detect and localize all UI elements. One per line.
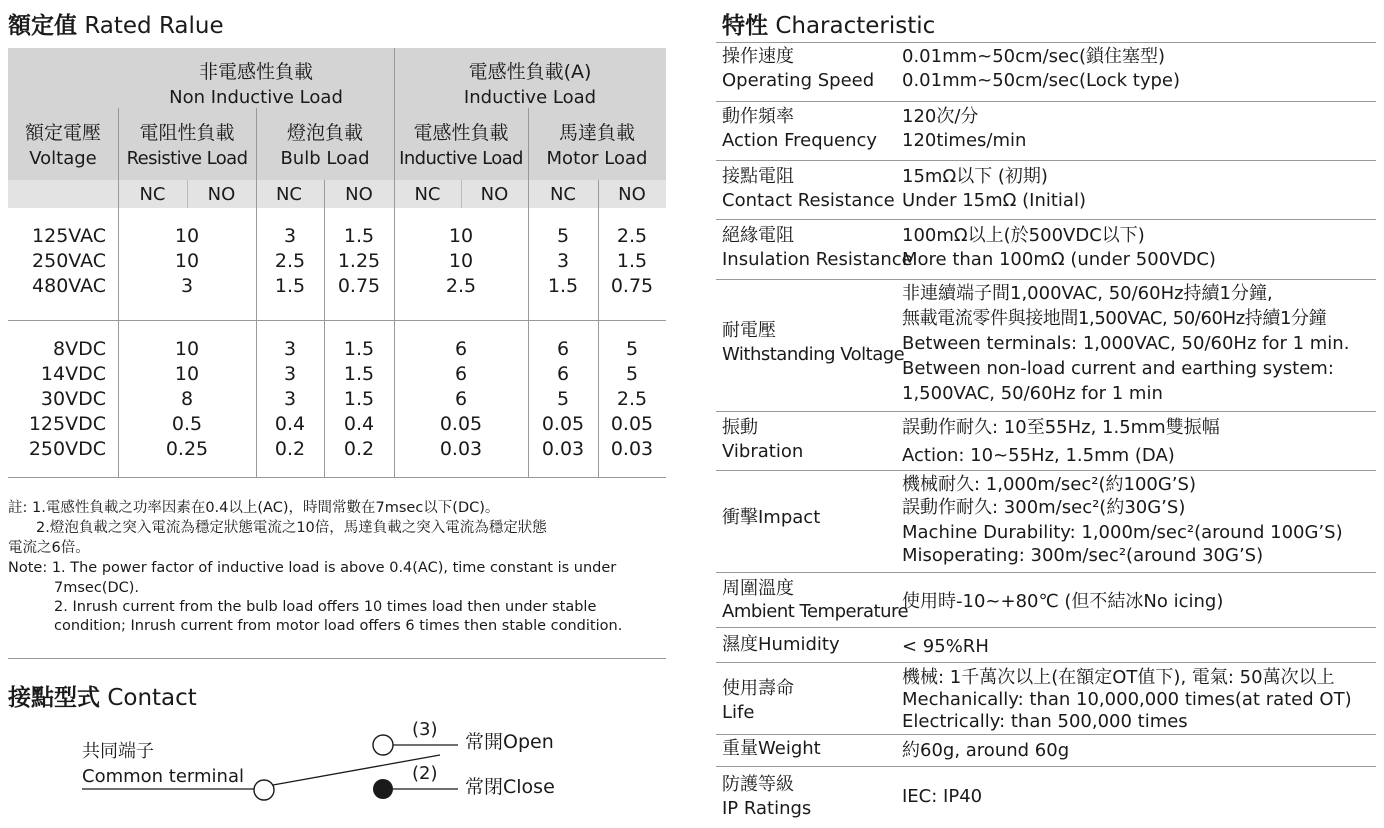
- dc-resistive-4: 0.5: [171, 413, 203, 435]
- row-divider: [716, 662, 1376, 663]
- row-divider: [716, 219, 1376, 220]
- dc-voltage-4: 125VDC: [28, 413, 106, 435]
- dc-motor-no-2: 5: [625, 363, 639, 385]
- note-en-3: 2. Inrush current from the bulb load offers 10 times load then under stable: [54, 599, 597, 615]
- header-inductive-no: NO: [480, 184, 509, 205]
- action-frequency-value-1: 120次/分: [902, 106, 979, 127]
- row-divider: [716, 470, 1376, 471]
- action-frequency-value-2: 120times/min: [902, 130, 1027, 151]
- ac-motor-no-1: 2.5: [616, 225, 648, 247]
- dc-bulb-nc-5: 0.2: [274, 438, 306, 460]
- dc-motor-nc-5: 0.03: [541, 438, 585, 460]
- row-divider: [716, 279, 1376, 280]
- dc-bulb-no-5: 0.2: [343, 438, 375, 460]
- header-inductive-nc: NC: [414, 184, 441, 205]
- note-cn-3: 電流之6倍。: [8, 540, 90, 556]
- dc-motor-nc-2: 6: [556, 363, 570, 385]
- terminal-3-label: (3): [412, 719, 438, 740]
- note-en-2: 7msec(DC).: [54, 580, 140, 596]
- operating-speed-value-2: 0.01mm~50cm/sec(Lock type): [902, 70, 1180, 91]
- withstanding-voltage-label-en: Withstanding Voltage: [722, 344, 905, 365]
- row-divider: [716, 42, 1376, 43]
- ac-voltage-2: 250VAC: [32, 250, 106, 272]
- contact-resistance-value-2: Under 15mΩ (Initial): [902, 190, 1086, 211]
- header-inductive-en: Inductive Load: [463, 87, 597, 108]
- withstanding-voltage-value-2: 無載電流零件與接地間1,500VAC, 50/60Hz持續1分鐘: [902, 308, 1327, 329]
- dc-voltage-2: 14VDC: [40, 363, 106, 385]
- contact-title-en: Contact: [107, 685, 197, 711]
- contact-resistance-label-cn: 接點電阻: [722, 166, 794, 187]
- common-terminal-label-cn: 共同端子: [82, 741, 154, 762]
- dc-motor-nc-3: 5: [556, 388, 570, 410]
- dc-resistive-5: 0.25: [165, 438, 209, 460]
- withstanding-voltage-value-4: Between non-load current and earthing system:: [902, 358, 1334, 379]
- ac-bulb-no-2: 1.25: [337, 250, 381, 272]
- header-resistive-en: Resistive Load: [126, 148, 248, 169]
- operating-speed-value-1: 0.01mm~50cm/sec(鎖住塞型): [902, 46, 1166, 67]
- dc-bulb-no-1: 1.5: [343, 338, 375, 360]
- withstanding-voltage-label-cn: 耐電壓: [722, 320, 776, 341]
- withstanding-voltage-value-5: 1,500VAC, 50/60Hz for 1 min: [902, 383, 1163, 404]
- rated-value-table: [8, 48, 666, 478]
- impact-value-1: 機械耐久: 1,000m/sec²(約100G’S): [902, 474, 1196, 495]
- ip-ratings-label-en: IP Ratings: [722, 798, 812, 819]
- dc-inductive-2: 6: [454, 363, 468, 385]
- ambient-temperature-value: 使用時-10~+80℃ (但不結冰No icing): [902, 591, 1224, 612]
- dc-motor-nc-1: 6: [556, 338, 570, 360]
- rated-title: [8, 12, 224, 40]
- dc-bulb-nc-4: 0.4: [274, 413, 306, 435]
- insulation-resistance-label-cn: 絕緣電阻: [722, 225, 794, 246]
- ac-inductive-3: 2.5: [445, 275, 477, 297]
- ac-motor-nc-1: 5: [556, 225, 570, 247]
- life-label-en: Life: [722, 702, 755, 723]
- header-motor-nc: NC: [549, 184, 577, 205]
- header-bulb-no: NO: [345, 184, 373, 205]
- weight-label: 重量Weight: [722, 738, 821, 759]
- ac-resistive-3: 3: [180, 275, 194, 297]
- header-bulb-nc: NC: [275, 184, 303, 205]
- dc-resistive-3: 8: [180, 388, 194, 410]
- insulation-resistance-value-1: 100mΩ以上(於500VDC以下): [902, 225, 1145, 246]
- header-non-inductive-en: Non Inductive Load: [169, 87, 343, 108]
- dc-resistive-2: 10: [174, 363, 200, 385]
- vibration-label-cn: 振動: [722, 417, 758, 438]
- dc-inductive-1: 6: [454, 338, 468, 360]
- header-inductive-cn: 電感性負載(A): [468, 61, 592, 83]
- row-divider: [716, 766, 1376, 767]
- header-voltage-cn: 額定電壓: [24, 122, 101, 144]
- characteristic-title: [722, 12, 935, 40]
- dc-voltage-3: 30VDC: [40, 388, 106, 410]
- humidity-value: < 95%RH: [902, 636, 989, 657]
- insulation-resistance-label-en: Insulation Resistance: [722, 249, 913, 270]
- rated-title-en: Rated Ralue: [84, 13, 224, 39]
- note-en-1: Note: 1. The power factor of inductive load is above 0.4(AC), time constant is under: [8, 560, 617, 576]
- contact-resistance-value-1: 15mΩ以下 (初期): [902, 166, 1048, 187]
- divider: [8, 320, 666, 321]
- ac-inductive-1: 10: [448, 225, 474, 247]
- vibration-label-en: Vibration: [722, 441, 804, 462]
- contact-resistance-label-en: Contact Resistance: [722, 190, 895, 211]
- ac-bulb-no-3: 0.75: [337, 275, 381, 297]
- dc-bulb-no-2: 1.5: [343, 363, 375, 385]
- dc-motor-no-1: 5: [625, 338, 639, 360]
- life-value-2: Mechanically: than 10,000,000 times(at rated OT): [902, 689, 1352, 710]
- note-cn-1: 註: 1.電感性負載之功率因素在0.4以上(AC)，時間常數在7msec以下(DC)。: [8, 500, 500, 516]
- humidity-label: 濕度Humidity: [722, 634, 840, 655]
- dc-bulb-nc-1: 3: [283, 338, 297, 360]
- ac-bulb-no-1: 1.5: [343, 225, 375, 247]
- ac-bulb-nc-2: 2.5: [274, 250, 306, 272]
- header-motor-en: Motor Load: [546, 148, 648, 169]
- vibration-value-2: Action: 10~55Hz, 1.5mm (DA): [902, 445, 1175, 466]
- row-divider: [716, 734, 1376, 735]
- operating-speed-label-cn: 操作速度: [722, 46, 794, 67]
- ac-motor-nc-2: 3: [556, 250, 570, 272]
- ac-bulb-nc-3: 1.5: [274, 275, 306, 297]
- dc-motor-no-3: 2.5: [616, 388, 648, 410]
- ambient-temperature-label-cn: 周圍溫度: [722, 578, 794, 599]
- life-value-1: 機械: 1千萬次以上(在額定OT值下), 電氣: 50萬次以上: [902, 667, 1335, 688]
- dc-bulb-no-4: 0.4: [343, 413, 375, 435]
- ac-resistive-2: 10: [174, 250, 200, 272]
- insulation-resistance-value-2: More than 100mΩ (under 500VDC): [902, 249, 1216, 270]
- open-label: 常開Open: [465, 731, 554, 753]
- close-label: 常閉Close: [465, 776, 555, 798]
- open-terminal-circle: [373, 735, 393, 755]
- header-bulb-cn: 燈泡負載: [286, 122, 363, 144]
- divider: [187, 180, 188, 208]
- dc-resistive-1: 10: [174, 338, 200, 360]
- contact-title-cn: 接點型式: [8, 685, 100, 711]
- header-non-inductive-cn: 非電感性負載: [198, 61, 313, 83]
- characteristic-title-cn: 特性: [722, 13, 768, 39]
- dc-voltage-5: 250VDC: [28, 438, 106, 460]
- dc-inductive-4: 0.05: [439, 413, 483, 435]
- header-resistive-cn: 電阻性負載: [139, 122, 235, 144]
- impact-value-3: Machine Durability: 1,000m/sec²(around 100G’S): [902, 522, 1343, 543]
- withstanding-voltage-value-1: 非連續端子間1,000VAC, 50/60Hz持續1分鐘,: [902, 283, 1273, 304]
- vibration-value-1: 誤動作耐久: 10至55Hz, 1.5mm雙振幅: [902, 417, 1220, 438]
- row-divider: [716, 627, 1376, 628]
- header-resistive-nc: NC: [139, 184, 166, 205]
- withstanding-voltage-value-3: Between terminals: 1,000VAC, 50/60Hz for 1 min.: [902, 333, 1350, 354]
- ac-inductive-2: 10: [448, 250, 474, 272]
- row-divider: [716, 160, 1376, 161]
- ac-bulb-nc-1: 3: [283, 225, 297, 247]
- row-divider: [716, 101, 1376, 102]
- impact-label: 衝擊Impact: [722, 507, 821, 528]
- note-cn-2: 2.燈泡負載之突入電流為穩定狀態電流之10倍，馬達負載之突入電流為穩定狀態: [36, 520, 547, 536]
- impact-value-2: 誤動作耐久: 300m/sec²(約30G’S): [902, 497, 1186, 518]
- impact-value-4: Misoperating: 300m/sec²(around 30G’S): [902, 545, 1264, 566]
- header-bulb-en: Bulb Load: [280, 148, 370, 169]
- header-inductive2-en: Inductive Load: [399, 148, 523, 169]
- dc-motor-no-5: 0.03: [610, 438, 654, 460]
- characteristic-title-en: Characteristic: [775, 13, 936, 39]
- ac-resistive-1: 10: [174, 225, 200, 247]
- dc-bulb-nc-3: 3: [283, 388, 297, 410]
- common-terminal-label-en: Common terminal: [82, 766, 244, 787]
- ac-motor-no-2: 1.5: [616, 250, 648, 272]
- header-resistive-no: NO: [207, 184, 236, 205]
- dc-inductive-3: 6: [454, 388, 468, 410]
- action-frequency-label-cn: 動作頻率: [722, 106, 794, 127]
- life-label-cn: 使用壽命: [722, 678, 794, 699]
- ac-motor-nc-3: 1.5: [547, 275, 579, 297]
- header-motor-no: NO: [618, 184, 646, 205]
- dc-bulb-nc-2: 3: [283, 363, 297, 385]
- row-divider: [716, 411, 1376, 412]
- dc-bulb-no-3: 1.5: [343, 388, 375, 410]
- section-divider: [8, 658, 666, 659]
- dc-inductive-5: 0.03: [439, 438, 483, 460]
- row-divider: [716, 572, 1376, 573]
- terminal-2-label: (2): [412, 763, 438, 784]
- divider: [8, 477, 666, 478]
- operating-speed-label-en: Operating Speed: [722, 70, 875, 91]
- ip-ratings-value: IEC: IP40: [902, 786, 983, 807]
- close-terminal-dot: [373, 779, 393, 799]
- ip-ratings-label-cn: 防護等級: [722, 774, 794, 795]
- dc-motor-no-4: 0.05: [610, 413, 654, 435]
- action-frequency-label-en: Action Frequency: [722, 130, 878, 151]
- ac-voltage-1: 125VAC: [32, 225, 106, 247]
- weight-value: 約60g, around 60g: [902, 740, 1070, 761]
- dc-motor-nc-4: 0.05: [541, 413, 585, 435]
- dc-voltage-1: 8VDC: [53, 338, 106, 360]
- ambient-temperature-label-en: Ambient Temperature: [722, 601, 909, 622]
- contact-title: [8, 684, 197, 712]
- header-motor-cn: 馬達負載: [558, 122, 635, 144]
- ac-voltage-3: 480VAC: [32, 275, 106, 297]
- note-en-4: condition; Inrush current from motor load offers 6 times then stable condition.: [54, 618, 623, 634]
- header-voltage-en: Voltage: [29, 148, 97, 169]
- common-terminal-circle: [254, 780, 274, 800]
- header-inductive2-cn: 電感性負載: [413, 122, 509, 144]
- life-value-3: Electrically: than 500,000 times: [902, 711, 1188, 732]
- rated-title-cn: 額定值: [8, 13, 77, 39]
- ac-motor-no-3: 0.75: [610, 275, 654, 297]
- divider: [461, 180, 462, 208]
